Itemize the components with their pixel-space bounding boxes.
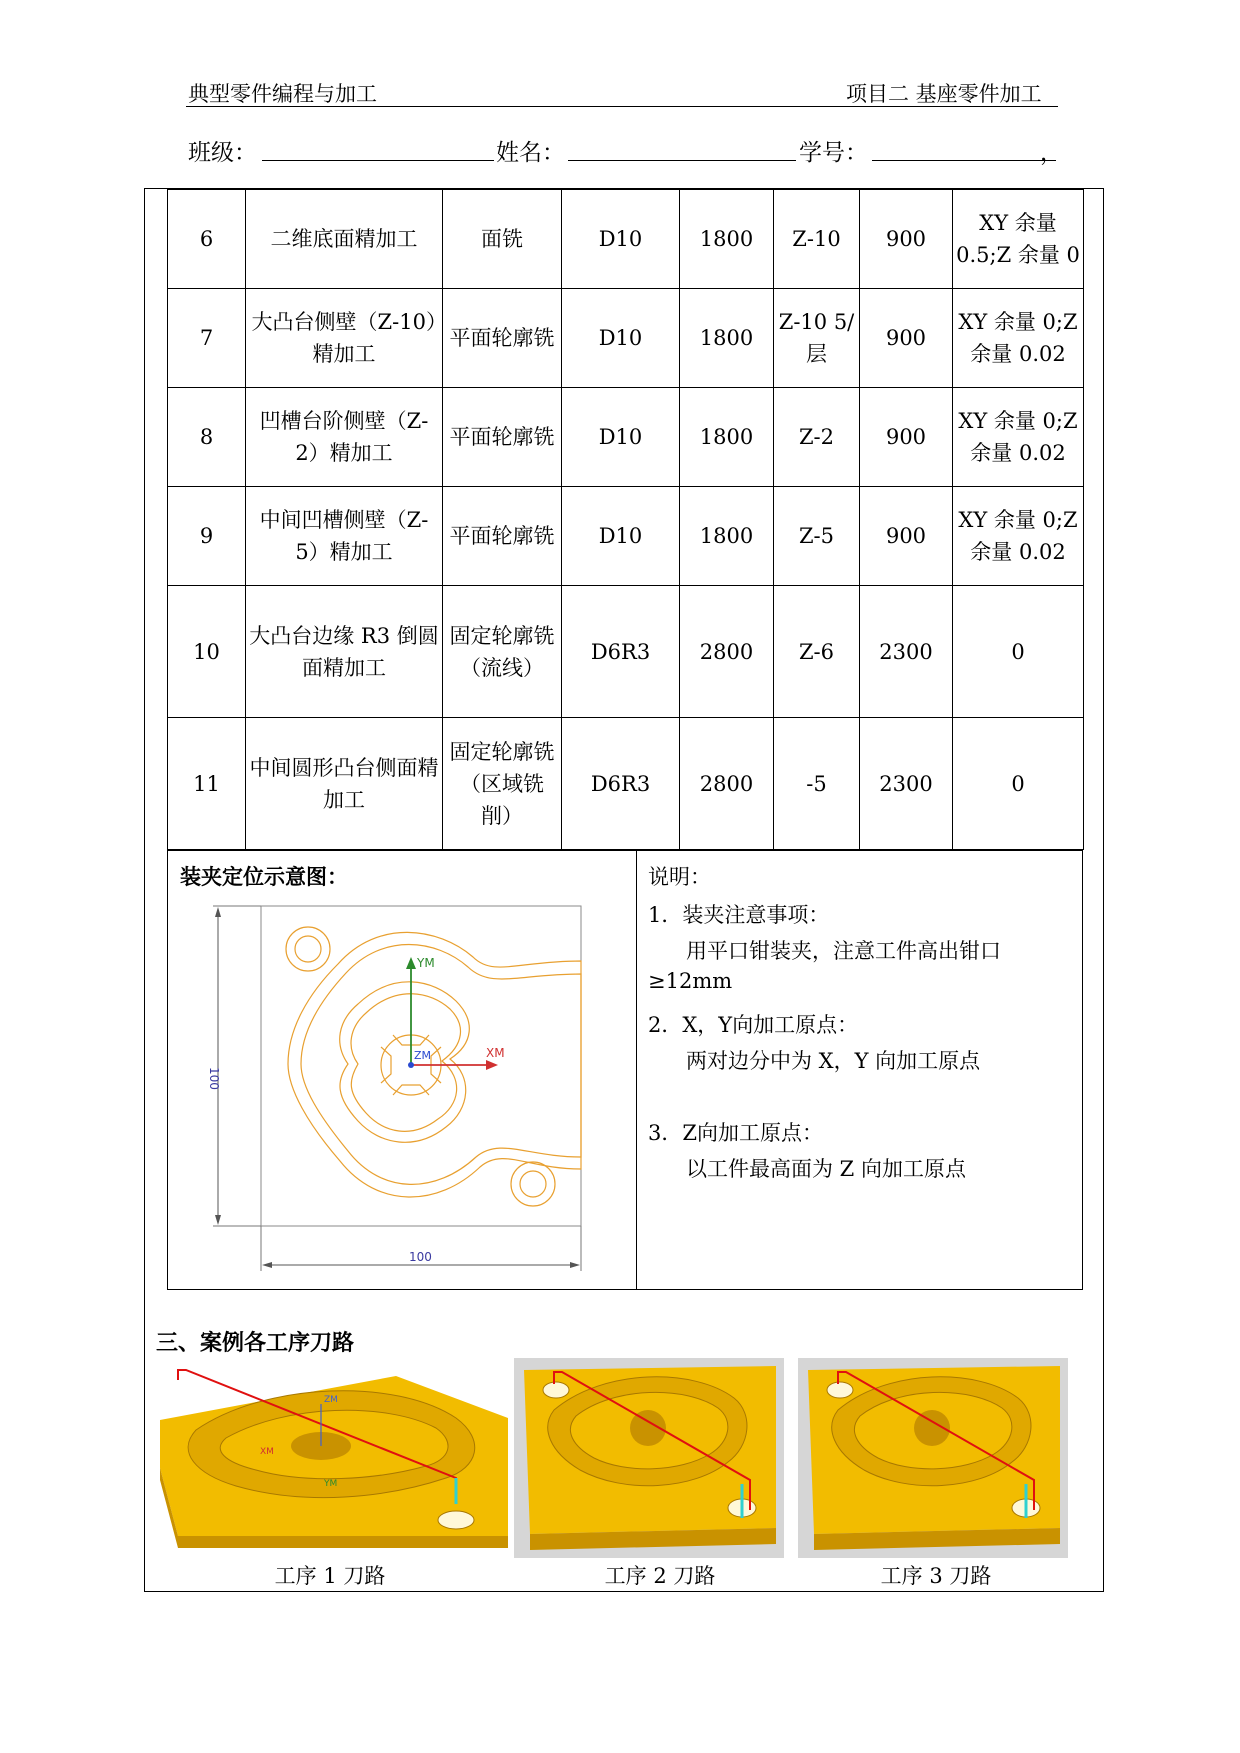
cell-allowance: XY 余量 0;Z 余量 0.02 <box>953 289 1084 388</box>
note-1-body-cont: ≥12mm <box>648 969 733 993</box>
cell-feed: 2300 <box>860 586 953 718</box>
boss-contour-outer <box>340 982 470 1142</box>
hole-inner <box>295 936 321 962</box>
note-3-body: 以工件最高面为 Z 向加工原点 <box>686 1157 966 1181</box>
note-2-number: 2．X，Y <box>648 1013 733 1037</box>
header-rule <box>186 106 1058 107</box>
name-field[interactable] <box>568 160 796 161</box>
axis-x-arrow <box>486 1060 498 1070</box>
cell-no: 8 <box>168 388 246 487</box>
axis-z-label: ZM <box>324 1395 338 1405</box>
id-label: 学号： <box>799 140 868 166</box>
axis-y-label: YM <box>417 956 435 970</box>
hole-outer <box>286 927 330 971</box>
table-row <box>168 190 1084 289</box>
note-2-heading <box>648 1009 858 1039</box>
cell-method: 平面轮廓铣 <box>443 388 562 487</box>
table-row <box>168 487 1084 586</box>
cell-name: 大凸台边缘 R3 倒圆面精加工 <box>246 586 443 718</box>
dim-arrow-down <box>215 1215 221 1225</box>
cell-depth: Z-6 <box>774 586 860 718</box>
toolpath-image-2 <box>514 1358 784 1558</box>
note-2-title: 向加工原点： <box>732 1013 859 1037</box>
dim-arrow-left <box>262 1262 272 1268</box>
cell-feed: 900 <box>860 487 953 586</box>
cell-allowance: 0 <box>953 718 1084 850</box>
cell-feed: 2300 <box>860 718 953 850</box>
cell-name: 凹槽台阶侧壁（Z-2）精加工 <box>246 388 443 487</box>
cell-name: 二维底面精加工 <box>246 190 443 289</box>
note-1-body: 用平口钳装夹，注意工件高出钳口 <box>686 939 1001 963</box>
cell-allowance: XY 余量 0.5;Z 余量 0 <box>953 190 1084 289</box>
note-1-title: 装夹注意事项： <box>682 903 830 927</box>
cell-speed: 1800 <box>680 190 774 289</box>
dim-vertical-text: 100 <box>207 1067 221 1090</box>
cell-depth: Z-5 <box>774 487 860 586</box>
table-row <box>168 289 1084 388</box>
cell-tool: D10 <box>562 190 680 289</box>
hole-inner <box>520 1171 546 1197</box>
cell-tool: D10 <box>562 487 680 586</box>
note-3-number: 3．Z <box>648 1121 697 1145</box>
cell-no: 6 <box>168 190 246 289</box>
class-field[interactable] <box>262 160 494 161</box>
origin-dot <box>408 1062 414 1068</box>
fixture-notes-box <box>167 850 1083 1290</box>
hole <box>543 1382 569 1398</box>
caption-3: 工序 3 刀路 <box>880 1564 992 1588</box>
axis-y-label: YM <box>324 1479 338 1489</box>
cell-tool: D6R3 <box>562 586 680 718</box>
axis-x-label: XM <box>486 1046 505 1060</box>
note-3-heading <box>648 1117 823 1147</box>
cell-depth: -5 <box>774 718 860 850</box>
axis-z-label: ZM <box>414 1049 432 1062</box>
cell-speed: 1800 <box>680 388 774 487</box>
workpiece-outline <box>261 906 581 1226</box>
cell-method: 固定轮廓铣（区域铣削） <box>443 718 562 850</box>
notes-title: 说明： <box>648 865 711 889</box>
process-table <box>167 189 1084 850</box>
cell-feed: 900 <box>860 190 953 289</box>
cell-tool: D10 <box>562 289 680 388</box>
table-row <box>168 388 1084 487</box>
cell-no: 10 <box>168 586 246 718</box>
cell-feed: 900 <box>860 289 953 388</box>
hole-outer <box>511 1162 555 1206</box>
boss-contour-inner <box>351 994 460 1132</box>
hole <box>827 1382 853 1398</box>
cell-allowance: 0 <box>953 586 1084 718</box>
cell-depth: Z-10 5/层 <box>774 289 860 388</box>
cell-tool: D6R3 <box>562 718 680 850</box>
cell-name: 中间凹槽侧壁（Z-5）精加工 <box>246 487 443 586</box>
dim-horizontal-text: 100 <box>409 1250 432 1264</box>
note-3-title: 向加工原点： <box>696 1121 823 1145</box>
table-row <box>168 718 1084 850</box>
cell-method: 固定轮廓铣（流线） <box>443 586 562 718</box>
toolpath-image-3 <box>798 1358 1068 1558</box>
section3-title: 三、案例各工序刀路 <box>156 1331 355 1356</box>
cell-speed: 2800 <box>680 586 774 718</box>
toolpath-image-1 <box>156 1358 514 1558</box>
cell-depth: Z-2 <box>774 388 860 487</box>
cell-speed: 1800 <box>680 289 774 388</box>
cell-allowance: XY 余量 0;Z 余量 0.02 <box>953 388 1084 487</box>
cell-feed: 900 <box>860 388 953 487</box>
caption-1: 工序 1 刀路 <box>274 1564 386 1588</box>
class-label: 班级： <box>188 140 257 166</box>
cell-method: 平面轮廓铣 <box>443 289 562 388</box>
hole <box>438 1511 474 1529</box>
cell-method: 平面轮廓铣 <box>443 487 562 586</box>
axis-x-label: XM <box>260 1447 274 1457</box>
axis-y-arrow <box>406 957 416 969</box>
cell-no: 9 <box>168 487 246 586</box>
header-left: 典型零件编程与加工 <box>188 82 377 106</box>
cell-name: 中间圆形凸台侧面精加工 <box>246 718 443 850</box>
table-row <box>168 586 1084 718</box>
cell-no: 11 <box>168 718 246 850</box>
note-1-heading <box>648 899 829 929</box>
caption-2: 工序 2 刀路 <box>604 1564 716 1588</box>
id-field[interactable] <box>872 160 1056 161</box>
cell-name: 大凸台侧壁（Z-10）精加工 <box>246 289 443 388</box>
cell-method: 面铣 <box>443 190 562 289</box>
id-trailing-comma: ， <box>1040 140 1063 166</box>
cell-no: 7 <box>168 289 246 388</box>
dim-arrow-right <box>570 1262 580 1268</box>
cell-speed: 1800 <box>680 487 774 586</box>
fixture-drawing <box>188 899 608 1279</box>
cell-depth: Z-10 <box>774 190 860 289</box>
cell-allowance: XY 余量 0;Z 余量 0.02 <box>953 487 1084 586</box>
note-2-body: 两对边分中为 X，Y 向加工原点 <box>686 1049 981 1073</box>
header-right: 项目二 基座零件加工 <box>846 82 1042 106</box>
note-1-number: 1． <box>648 903 683 927</box>
column-divider <box>636 851 637 1289</box>
dim-arrow-up <box>215 907 221 917</box>
cell-speed: 2800 <box>680 718 774 850</box>
name-label: 姓名： <box>496 140 565 166</box>
fixture-title: 装夹定位示意图： <box>180 865 348 889</box>
cell-tool: D10 <box>562 388 680 487</box>
